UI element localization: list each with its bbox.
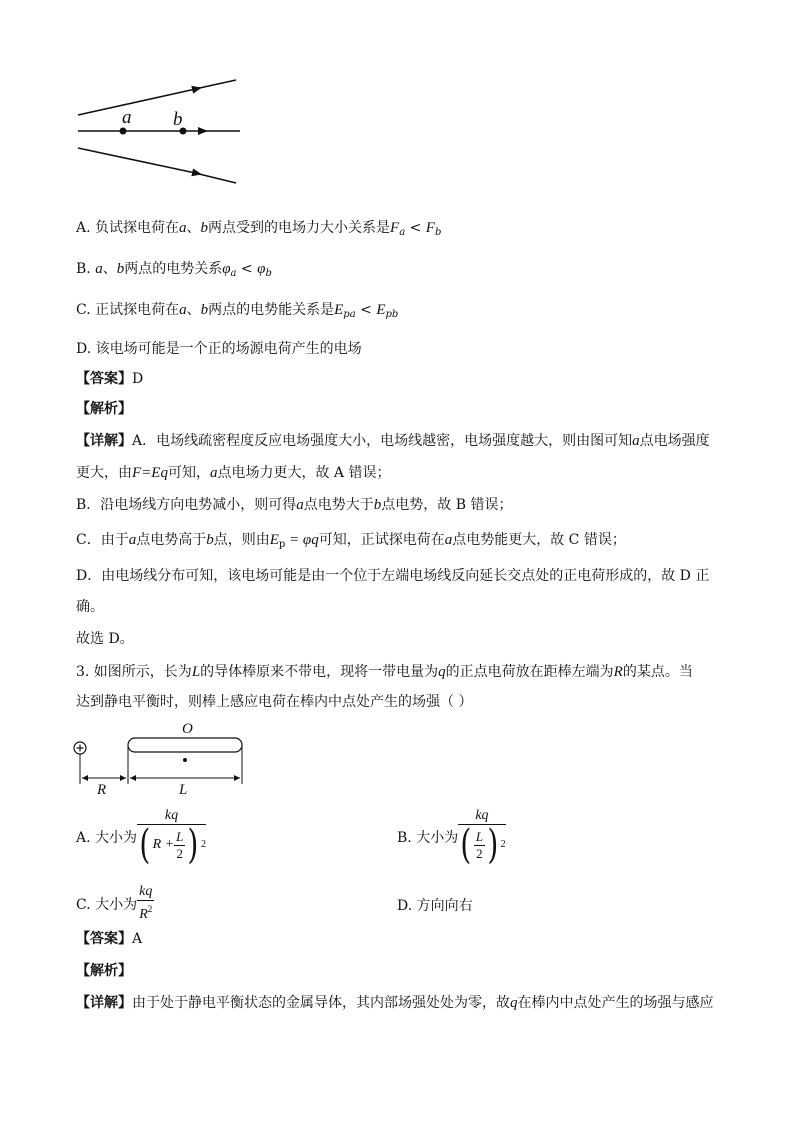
q3-option-b: B. 大小为 kq ( $\frac{L}{2}$ ) 2 <box>397 808 506 868</box>
q2-option-d: D. 该电场可能是一个正的场源电荷产生的电场 <box>76 341 362 357</box>
label-l: L <box>179 782 188 798</box>
q3-stem-line-1: 3. 如图所示，长为L的导体棒原来不带电，现将一带电量为q的正点电荷放在距棒左端为R的某点。当 <box>76 664 693 680</box>
q3-stem-line-2: 达到静电平衡时，则棒上感应电荷在棒内中点处产生的场强（ ） <box>76 694 473 710</box>
q3-answer: 【答案】A <box>76 931 143 947</box>
point-a <box>120 128 127 135</box>
midpoint-dot <box>183 758 187 762</box>
q2-detail-line-2: 更大，由F=Eq可知，a点电场力更大，故 A 错误； <box>76 465 391 481</box>
q2-option-c: C. 正试探电荷在a、b两点的电势能关系是$E_{pa} < E_{pb}$ <box>76 302 399 320</box>
q2-option-b: B. a、b两点的电势关系$\varphi_a < \varphi_b$ <box>76 261 272 279</box>
q2-detail-line-5: D．由电场线分布可知，该电场可能是由一个位于左端电场线反向延长交点处的正电荷形成的，故 D 正 <box>76 568 710 584</box>
q2-answer: 【答案】D <box>76 371 144 387</box>
q2-detail-line-4: C．由于a点电势高于b点，则由$E_p = \varphi q$可知，正试探电荷在a点电势能更大，故 C 错误； <box>76 532 626 550</box>
q3-option-d: D. 方向向右 <box>397 898 473 914</box>
q3-detail-line-1: 【详解】由于处于静电平衡状态的金属导体，其内部场强处处为零，故q在棒内中点处产生的场强与感应 <box>76 995 714 1011</box>
label-r: R <box>97 782 107 798</box>
q2-detail-line-7: 故选 D。 <box>76 631 134 647</box>
q3-option-a: A. 大小为 kq ( R + $\frac{L}{2}$ ) 2 <box>76 808 206 868</box>
q2-option-a: A. 负试探电荷在a、b两点受到的电场力大小关系是$F_a < F_b$ <box>76 220 442 238</box>
conductor-rod <box>128 738 242 752</box>
label-o: O <box>182 721 193 737</box>
q3-option-c: C. 大小为 $\frac{kq}{R^2}$ <box>76 884 153 922</box>
field-line-bottom <box>78 148 200 174</box>
q2-analysis-tag: 【解析】 <box>76 401 132 417</box>
q2-detail-line-3: B．沿电场线方向电势减小，则可得a点电势大于b点电势，故 B 错误； <box>76 497 513 513</box>
label-b: b <box>173 109 183 130</box>
rod-figure <box>70 718 255 800</box>
field-lines-figure <box>70 70 250 195</box>
q2-detail-line-6: 确。 <box>76 599 104 615</box>
q2-detail-line-1: 【详解】A．电场线疏密程度反应电场强度大小，电场线越密，电场强度越大，则由图可知a点电场强度 <box>76 433 710 449</box>
q3-analysis-tag: 【解析】 <box>76 963 132 979</box>
label-a: a <box>122 107 132 128</box>
